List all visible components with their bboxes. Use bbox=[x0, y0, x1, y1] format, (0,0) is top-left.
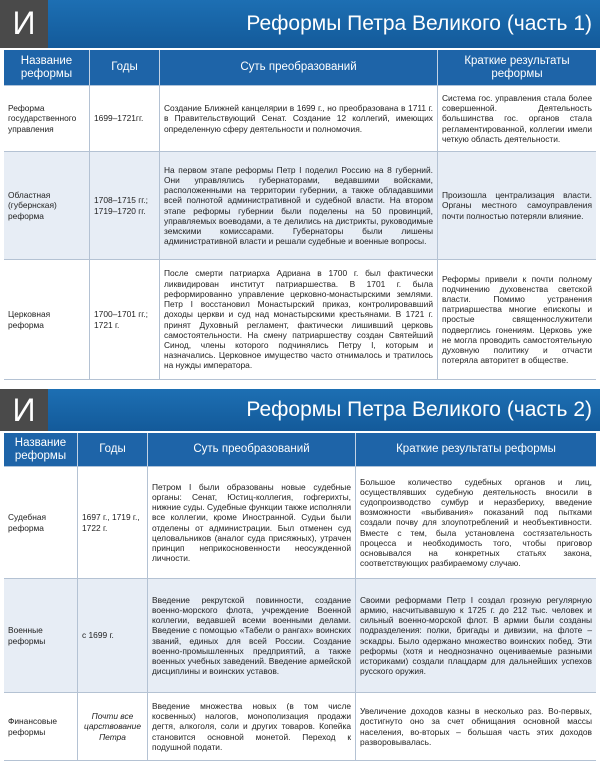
table-header bbox=[4, 50, 596, 86]
part1-banner bbox=[0, 0, 600, 48]
reforms-table-1 bbox=[4, 50, 596, 380]
table-row bbox=[4, 152, 596, 260]
header-essence: Суть преобразований bbox=[160, 50, 438, 85]
header-results: Краткие результаты реформы bbox=[396, 443, 556, 455]
logo-letter: И bbox=[0, 389, 48, 431]
reform-results: Произошла централизация власти. Органы местного самоуправления почти полностью потеряли влияние. bbox=[442, 190, 592, 221]
logo-letter: И bbox=[0, 0, 48, 48]
reform-name: Реформа государственного управления bbox=[4, 86, 90, 151]
reform-essence: После смерти патриарха Адриана в 1700 г. был фактически ликвидирован институт патриаршества. В 1701 г. была реформированно управление церковно-монастырскими землями. Петр I восстановил Монастырский приказ, контролировавший доходы церкви и суд над монастырскими крестьянами. В 1721 г. принят Духовный регламент, фактически лишивший церковь самостоятельности. На смену патриаршеству создан Святейший Синод, члены которого подчинялись Петру I, которым и назначались. Церковное имущество часто отнималось и тратилось на нужды императора. bbox=[164, 268, 433, 371]
reform-name: Церковная реформа bbox=[4, 260, 90, 379]
reform-name: Финансовые реформы bbox=[4, 693, 78, 760]
reform-name: Судебная реформа bbox=[4, 467, 78, 578]
reform-results: Большое количество судебных органов и лиц, осуществлявших судебную деятельность вносили в судопроизводство сумбур и неразбериху, введение возможности «выбивания» показаний под пытками создали почву для злоупотреблений и необъективности. Вместе с тем, была установлена состязательность процесса и необходимость того, чтобы приговор основывался на конкретных статьях закона, соответствующих разбираемому случаю. bbox=[360, 476, 592, 569]
reform-essence: Введение множества новых (в том числе косвенных) налогов, монополизация продажи дегтя, алкоголя, соли и других товаров. Копейка становится основной монетой. Переход к подушной подати. bbox=[152, 700, 351, 752]
reform-years: 1699–1721гг. bbox=[90, 86, 160, 151]
reform-essence: Петром I были образованы новые судебные органы: Сенат, Юстиц-коллегия, гофгерихты, нижние суды. Судебные функции также исполняли все коллегии, кроме Иностранной. Судьи были отделены от администрации. Был отменен суд целовальников (аналог суда присяжных), утрачен принцип неприкосновенности неосужденной личности. bbox=[152, 481, 351, 564]
reform-name: Областная (губернская) реформа bbox=[4, 152, 90, 259]
reform-name: Военные реформы bbox=[4, 579, 78, 692]
header-essence: Суть преобразований bbox=[148, 433, 356, 466]
reform-essence: Создание Ближней канцелярии в 1699 г., но преобразована в 1711 г. в Правительствующий Сенат. Создание 12 коллегий, имеющих определенную сферу деятельности и полномочия. bbox=[164, 103, 433, 134]
reforms-part-1 bbox=[0, 0, 600, 382]
table-row bbox=[4, 693, 596, 761]
reform-years: 1700–1701 гг.; 1721 г. bbox=[90, 260, 160, 379]
reform-essence: На первом этапе реформы Петр I поделил Россию на 8 губерний. Они управлялись губернаторами, ведавшими войсками, расположенными на территории губернии, а также обладавшими всей полнотой административной и судебной власти. На втором этапе реформы губернии были поделены на 50 провинций, управляемых воеводами, а те делились на дистрикты, руководимые земскими комиссарами. Губернаторы были лишены административной власти и решали судебные и военные вопросы. bbox=[164, 164, 433, 247]
reform-essence: Введение рекрутской повинности, создание военно-морского флота, учреждение Военной коллегии, ведавшей всеми военными делами. Введение с помощью «Табели о рангах» воинских званий, единых для всей России. Создание военно-промышленных предприятий, а также военных учебных заведений. Введение армейской дисциплины и воинских уставов. bbox=[152, 594, 351, 677]
reform-years: 1708–1715 гг.; 1719–1720 гг. bbox=[90, 152, 160, 259]
header-results: Краткие результаты реформы bbox=[464, 54, 570, 80]
part2-banner bbox=[0, 389, 600, 431]
table-row bbox=[4, 467, 596, 579]
reform-results: Реформы привели к почти полному подчинению духовенства светской власти. Помимо устранения патриаршества многие епископы и простые священнослужители подверглись гонениям. Церковь уже не могла проводить самостоятельную духовную политику и отчасти потеряла авторитет в обществе. bbox=[442, 273, 592, 366]
reform-years: с 1699 г. bbox=[78, 579, 148, 692]
header-name: Название реформы bbox=[4, 433, 78, 466]
reform-years: 1697 г., 1719 г., 1722 г. bbox=[78, 467, 148, 578]
reform-results: Увеличение доходов казны в несколько раз. Во-первых, достигнуто оно за счет обнищания основной массы населения, во-вторых – большая часть этих доходов разворовывалась. bbox=[360, 706, 592, 747]
header-name: Название реформы bbox=[4, 50, 90, 85]
reforms-table-2 bbox=[4, 433, 596, 761]
reform-results: Система гос. управления стала более совершенной. Деятельность большинства гос. органов стала регламентированной, коллегии имели четкую область деятельности. bbox=[442, 92, 592, 144]
reforms-part-2 bbox=[0, 389, 600, 770]
page-title: Реформы Петра Великого (часть 1) bbox=[246, 12, 592, 35]
page-title: Реформы Петра Великого (часть 2) bbox=[246, 398, 592, 421]
table-row bbox=[4, 579, 596, 693]
table-row bbox=[4, 86, 596, 152]
header-years: Годы bbox=[78, 433, 148, 466]
reform-years: Почти все царствование Петра bbox=[78, 693, 148, 760]
table-row bbox=[4, 260, 596, 380]
table-header bbox=[4, 433, 596, 467]
header-years: Годы bbox=[90, 50, 160, 85]
reform-results: Своими реформами Петр I создал грозную регулярную армию, насчитывавшую к 1725 г. до 212 тыс. человек и сильный военно-морской флот. В армии были созданы подразделения: полки, бригады и дивизии, на флоте – эскадры. Было одержано множество воинских побед. Эти реформы (хотя и неоднозначно оцениваемые разными историками) создали плацдарм для дальнейших успехов русского оружия. bbox=[360, 594, 592, 677]
